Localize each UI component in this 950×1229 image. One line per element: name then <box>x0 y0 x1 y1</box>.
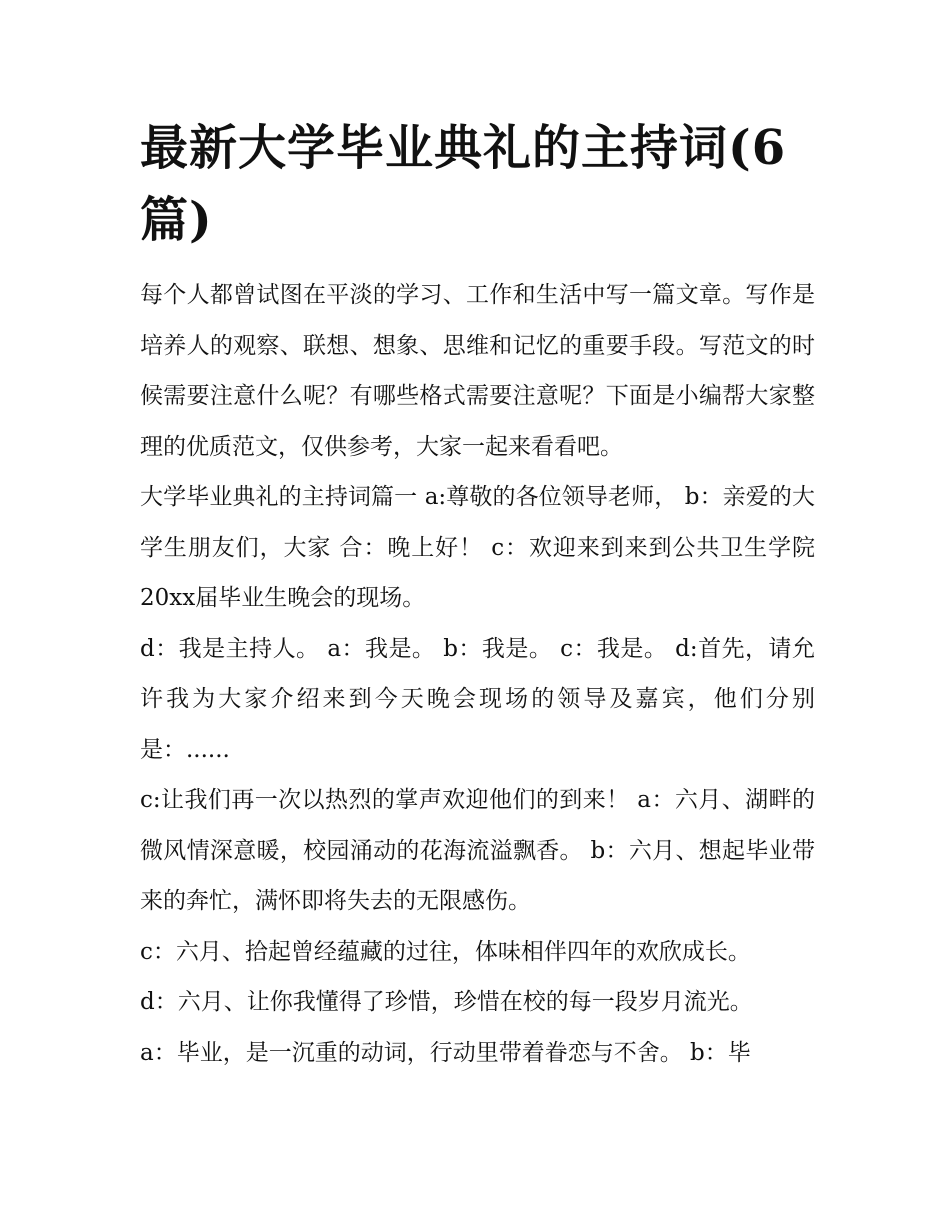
paragraph-hosts: d：我是主持人。 a：我是。 b：我是。 c：我是。 d:首先，请允许我为大家介绍来到今天晚会现场的领导及嘉宾，他们分别是：...... <box>140 635 815 763</box>
document-title: 最新大学毕业典礼的主持词(6篇) <box>140 120 787 248</box>
paragraph-welcome: c:让我们再一次以热烈的掌声欢迎他们的到来！ a：六月、湖畔的微风情深意暖，校园涌动的花海流溢飘香。 b：六月、想起毕业带来的奔忙，满怀即将失去的无限感伤。 <box>140 787 815 914</box>
paragraph-opening: 大学毕业典礼的主持词篇一 a:尊敬的各位领导老师， b：亲爱的大学生朋友们，大家 合：晚上好！ c：欢迎来到来到公共卫生学院20xx届毕业生晚会的现场。 <box>140 484 815 611</box>
document-page <box>140 112 815 1078</box>
paragraph-graduation: a：毕业，是一沉重的动词，行动里带着眷恋与不舍。 b：毕 <box>140 1039 751 1066</box>
paragraph-intro: 每个人都曾试图在平淡的学习、工作和生活中写一篇文章。写作是培养人的观察、联想、想象、思维和记忆的重要手段。写范文的时候需要注意什么呢？有哪些格式需要注意呢？下面是小编帮大家整理的优质范文，仅供参考，大家一起来看看吧。 <box>140 282 815 460</box>
paragraph-june-c: c：六月、拾起曾经蕴藏的过往，体味相伴四年的欢欣成长。 <box>140 938 751 965</box>
paragraph-june-d: d：六月、让你我懂得了珍惜，珍惜在校的每一段岁月流光。 <box>140 989 753 1015</box>
